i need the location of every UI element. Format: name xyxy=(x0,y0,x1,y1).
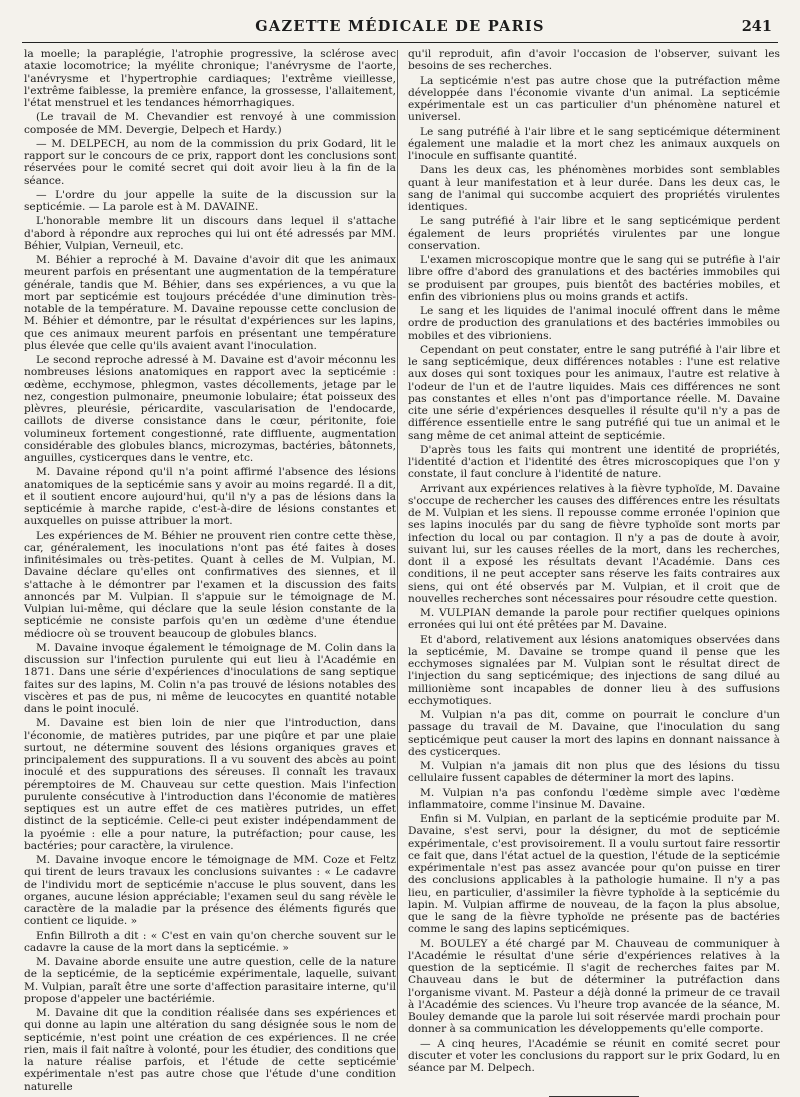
paragraph: Le second reproche adressé à M. Davaine est d'avoir méconnu les nombreuses lésions anatomiques en rapport avec la septicémie : œdème, ecchymose, phlegmon, vastes décollements, jetage par le nez, congestion pulmonaire, pneumonie lobulaire; état poisseux des plèvres, pleurésie, péricardite, vascularisation de l'endocarde, caillots de diverse consistance dans le cœur, péritonite, foie volumineux fortement congestionné, rate diffluente, augmentation considérable des globules blancs, microzymas, bactéries, bâtonnets, anguilles, cysticerques dans le ventre, etc. xyxy=(24,354,396,464)
journal-title: GAZETTE MÉDICALE DE PARIS xyxy=(255,18,545,35)
paragraph: Le sang et les liquides de l'animal inoculé offrent dans le même ordre de production des granulations et des bactéries immobiles ou mobiles et des vibrioniens. xyxy=(408,305,780,342)
paragraph: — M. DELPECH, au nom de la commission du prix Godard, lit le rapport sur le concours de ce prix, rapport dont les conclusions sont réservées pour le comité secret qui doit avoir lieu à la fin de la séance. xyxy=(24,137,396,187)
column-divider xyxy=(397,50,398,1060)
paragraph: — L'ordre du jour appelle la suite de la discussion sur la septicémie. — La parole est à M. DAVAINE. xyxy=(24,188,396,213)
paragraph: — A cinq heures, l'Académie se réunit en comité secret pour discuter et voter les conclusions du rapport sur le prix Godard, lu en séance par M. Delpech. xyxy=(408,1037,780,1074)
page-number: 241 xyxy=(741,18,772,35)
paragraph: Le sang putréfié à l'air libre et le sang septicémique perdent également de leurs propriétés virulentes par une longue conservation. xyxy=(408,215,780,252)
left-column xyxy=(24,48,396,1093)
paragraph: M. Davaine invoque encore le témoignage de MM. Coze et Feltz qui tirent de leurs travaux les conclusions suivantes : « Le cadavre de l'individu mort de septicémie n'accuse le plus souvent, dans les organes, aucune lésion appréciable; l'examen seul du sang révèle le caractère de la maladie par la présence des éléments figurés que contient ce liquide. » xyxy=(24,854,396,928)
right-column xyxy=(408,48,780,1074)
paragraph: Et d'abord, relativement aux lésions anatomiques observées dans la septicémie, M. Davaine se trompe quand il pense que les ecchymoses signalées par M. Vulpian sont le résultat direct de l'injection du sang septicémique; des injections de sang dilué au millionième sont incapables de donner lieu à des suffusions ecchymotiques. xyxy=(408,633,780,707)
paragraph: La septicémie n'est pas autre chose que la putréfaction même développée dans l'économie vivante d'un animal. La septicémie expérimentale est un cas particulier d'un phénomène naturel et universel. xyxy=(408,74,780,124)
paragraph: M. VULPIAN demande la parole pour rectifier quelques opinions erronées qui lui ont été prêtées par M. Davaine. xyxy=(408,607,780,632)
page-header xyxy=(22,8,778,43)
paragraph: Les expériences de M. Béhier ne prouvent rien contre cette thèse, car, généralement, les inoculations n'ont pas été faites à doses infinitésimales ou très-petites. Quant à celles de M. Vulpian, M. Davaine déclare qu'elles ont confirmatives des siennes, et il s'attache à le démontrer par l'examen et la discussion des faits annoncés par M. Vulpian. Il s'appuie sur le témoignage de M. Vulpian lui-même, qui déclare que la seule lésion constante de la septicémie ne consiste parfois qu'en un œdème d'une étendue médiocre où se trouvent beaucoup de globules blancs. xyxy=(24,529,396,640)
paragraph: M. Vulpian n'a pas confondu l'œdème simple avec l'œdème inflammatoire, comme l'insinue M. Davaine. xyxy=(408,786,780,811)
paragraph: Le sang putréfié à l'air libre et le sang septicémique déterminent également une maladie et la mort chez les animaux auxquels on l'inocule en suffisante quantité. xyxy=(408,125,780,162)
paragraph: M. Vulpian n'a jamais dit non plus que des lésions du tissu cellulaire fussent capables de déterminer la mort des lapins. xyxy=(408,760,780,785)
paragraph: M. Davaine invoque également le témoignage de M. Colin dans la discussion sur l'infection purulente qui eut lieu à l'Académie en 1871. Dans une série d'expériences d'inoculations de sang septique faites sur des lapins, M. Colin n'a pas trouvé de lésions notables des viscères et pas de pus, ni même de leucocytes en quantité notable dans le point inoculé. xyxy=(24,641,396,715)
paragraph: M. Béhier a reproché à M. Davaine d'avoir dit que les animaux meurent parfois en présentant une augmentation de la température générale, tandis que M. Béhier, dans ses expériences, a vu que la mort par septicémie est toujours précédée d'une diminution très-notable de la température. M. Davaine repousse cette conclusion de M. Béhier et démontre, par le résultat d'expériences sur les lapins, que ces animaux meurent parfois en présentant une température plus élevée que celle qu'ils avaient avant l'inoculation. xyxy=(24,254,396,352)
paragraph: qu'il reproduit, afin d'avoir l'occasion de l'observer, suivant les besoins de ses recherches. xyxy=(408,48,780,73)
paragraph: M. Davaine aborde ensuite une autre question, celle de la nature de la septicémie, de la septicémie expérimentale, laquelle, suivant M. Vulpian, paraît être une sorte d'affection parasitaire interne, qu'il propose d'appeler une bactériémie. xyxy=(24,956,396,1005)
paragraph: la moelle; la paraplégie, l'atrophie progressive, la sclérose avec ataxie locomotrice; la myélite chronique; l'anévrysme de l'aorte, l'anévrysme et l'hypertrophie cardiaques; l'extrême vieillesse, l'extrême faiblesse, la première enfance, la grossesse, l'allaitement, l'état menstruel et les tendances hémorrhagiques. xyxy=(24,48,396,109)
paragraph: (Le travail de M. Chevandier est renvoyé à une commission composée de MM. Devergie, Delpech et Hardy.) xyxy=(24,111,396,136)
paragraph: L'honorable membre lit un discours dans lequel il s'attache d'abord à répondre aux reproches qui lui ont été adressés par MM. Béhier, Vulpian, Verneuil, etc. xyxy=(24,215,396,252)
paragraph: M. Vulpian n'a pas dit, comme on pourrait le conclure d'un passage du travail de M. Davaine, que l'inoculation du sang septicémique peut causer la mort des lapins en donnant naissance à des cysticerques. xyxy=(408,709,780,758)
paragraph: M. Davaine répond qu'il n'a point affirmé l'absence des lésions anatomiques de la septicémie sans y avoir au moins regardé. Il a dit, et il soutient encore aujourd'hui, qu'il n'y a pas de lésions dans la septicémie à marche rapide, c'est-à-dire de lésions constantes et auxquelles on puisse attribuer la mort. xyxy=(24,466,396,528)
paragraph: M. Davaine dit que la condition réalisée dans ses expériences et qui donne au lapin une altération du sang désignée sous le nom de septicémie, n'est point une création de ces expériences. Il ne crée rien, mais il fait naître à volonté, pour les étudier, des conditions que la nature réalise parfois, et l'étude de cette septicémie expérimentale n'est pas autre chose que l'étude d'une condition naturelle xyxy=(24,1007,396,1093)
paragraph: M. BOULEY a été chargé par M. Chauveau de communiquer à l'Académie le résultat d'une série d'expériences relatives à la question de la septicémie. Il s'agit de recherches faites par M. Chauveau dans le but de déterminer la putréfaction dans l'organisme vivant. M. Pasteur a déjà donné la primeur de ce travail à l'Académie des sciences. Vu l'heure trop avancée de la séance, M. Bouley demande que la parole lui soit réservée mardi prochain pour donner à sa communication les développements qu'elle comporte. xyxy=(408,937,780,1036)
paragraph: L'examen microscopique montre que le sang qui se putréfie à l'air libre offre d'abord des granulations et des bactéries immobiles qui se produisent par groupes, puis bientôt des bactéries mobiles, et enfin des vibrioniens plus ou moins grands et actifs. xyxy=(408,254,780,303)
paragraph: Enfin Billroth a dit : « C'est en vain qu'on cherche souvent sur le cadavre la cause de la mort dans la septicémie. » xyxy=(24,929,396,954)
paragraph: D'après tous les faits qui montrent une identité de propriétés, l'identité d'action et l'identité des êtres microscopiques que l'on y constate, il faut conclure à l'identité de nature. xyxy=(408,443,780,481)
paragraph: Dans les deux cas, les phénomènes morbides sont semblables quant à leur manifestation et à leur durée. Dans les deux cas, le sang de l'animal qui succombe acquiert des propriétés virulentes identiques. xyxy=(408,164,780,213)
paragraph: Enfin si M. Vulpian, en parlant de la septicémie produite par M. Davaine, s'est servi, pour la désigner, du mot de septicémie expérimentale, c'est provisoirement. Il a voulu surtout faire ressortir ce fait que, dans l'état actuel de la question, l'étude de la septicémie expérimentale n'est pas assez avancée pour qu'on puisse en tirer des conclusions applicables à la pathologie humaine. Il n'y a pas lieu, en particulier, d'assimiler la fièvre typhoïde à la septicémie du lapin. M. Vulpian affirme de nouveau, de la façon la plus absolue, que le sang de la fièvre typhoïde ne présente pas de bactéries comme le sang des lapins septicémiques. xyxy=(408,813,780,936)
paragraph: Arrivant aux expériences relatives à la fièvre typhoïde, M. Davaine s'occupe de rechercher les causes des différences entre les résultats de M. Vulpian et les siens. Il repousse comme erronée l'opinion que ses lapins inoculés par du sang de fièvre typhoïde sont morts par infection du local ou par contagion. Il n'y a pas de doute à avoir, suivant lui, sur les causes réelles de la mort, dans les recherches, dont il a exposé les résultats devant l'Académie. Dans ces conditions, il ne peut accepter sans réserve les faits contraires aux siens, qui ont été observés par M. Vulpian, et il croit que de nouvelles recherches sont nécessaires pour résoudre cette question. xyxy=(408,482,780,605)
paragraph: M. Davaine est bien loin de nier que l'introduction, dans l'économie, de matières putrides, par une piqûre et par une plaie surtout, ne détermine souvent des lésions organiques graves et principalement des suppurations. Il a vu souvent des abcès au point inoculé et des suppurations des séreuses. Il connaît les travaux péremptoires de M. Chauveau sur cette question. Mais l'infection purulente consécutive à l'introduction dans l'économie de matières septiques est un autre effet de ces matières putrides, un effet distinct de la septicémie. Celle-ci peut exister indépendamment de la pyoémie : elle a pour nature, la putréfaction; pour cause, les bactéries; pour caractère, la virulence. xyxy=(24,717,396,852)
paragraph: Cependant on peut constater, entre le sang putréfié à l'air libre et le sang septicémique, deux différences notables : l'une est relative aux doses qui sont toxiques pour les animaux, l'autre est relative à l'odeur de l'un et de l'autre liquides. Mais ces différences ne sont pas constantes et elles n'ont pas d'importance réelle. M. Davaine cite une série d'expériences desquelles il résulte qu'il n'y a pas de différence essentielle entre le sang putréfié qui tue un animal et le sang même de cet animal atteint de septicémie. xyxy=(408,343,780,442)
